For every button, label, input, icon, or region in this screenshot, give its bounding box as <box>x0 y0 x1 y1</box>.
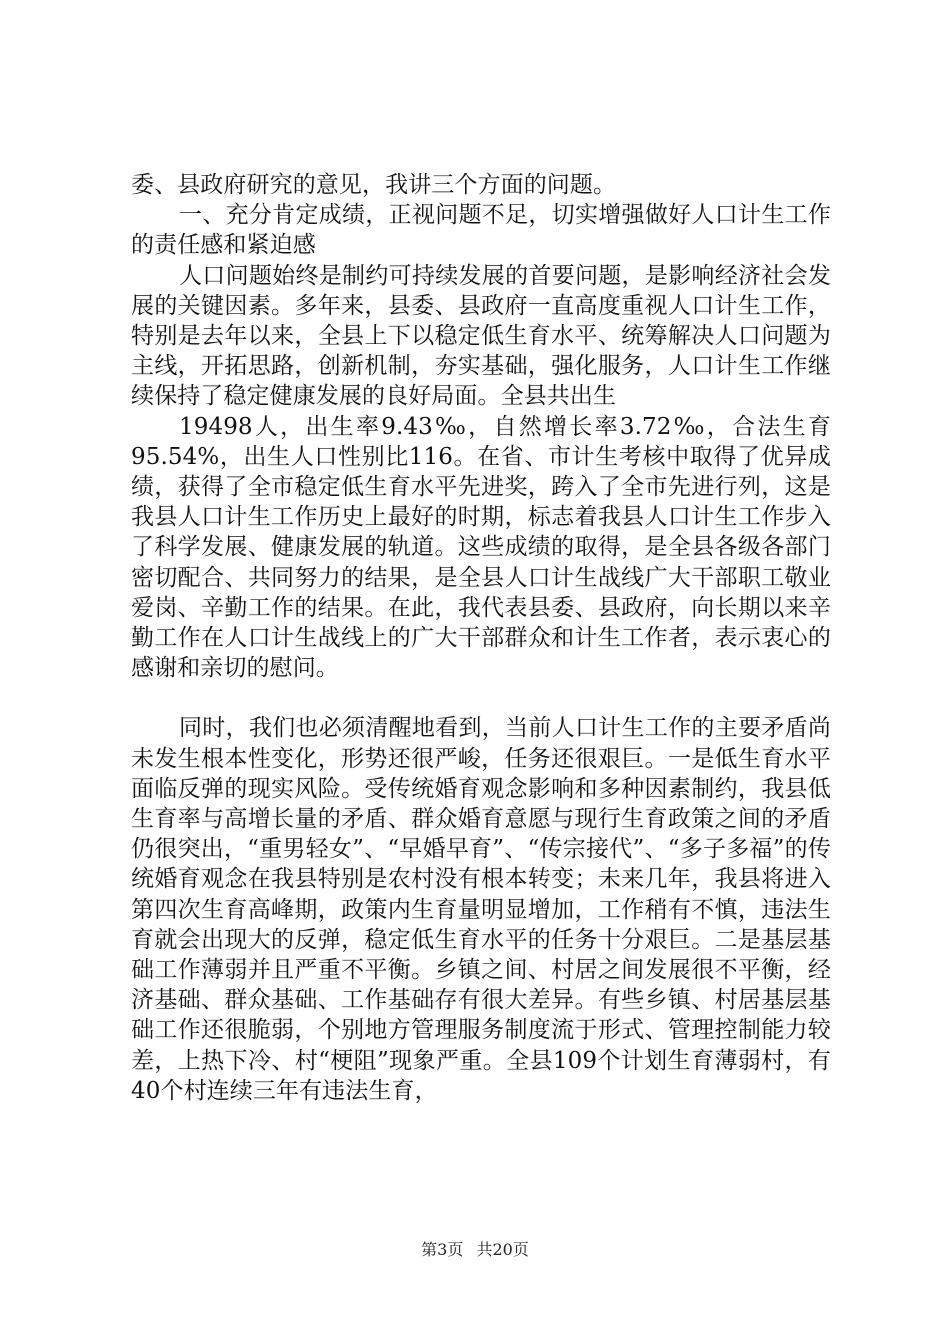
section-heading: 一、充分肯定成绩，正视问题不足，切实增强做好人口计生工作的责任感和紧迫感 <box>131 202 831 259</box>
page-number: 第3页 <box>421 1240 464 1259</box>
page-total: 共20页 <box>476 1240 529 1259</box>
paragraph-4: 同时，我们也必须清醒地看到，当前人口计生工作的主要矛盾尚未发生根本性变化，形势还很严峻，任务还很艰巨。一是低生育水平面临反弹的现实风险。受传统婚育观念影响和多种因素制约，我县低生育率与高增长量的矛盾、群众婚育意愿与现行生育政策之间的矛盾仍很突出，“重男轻女”、“早婚早育”、“传宗接代”、“多子多福”的传统婚育观念在我县特别是农村没有根本转变；未来几年，我县将进入第四次生育高峰期，政策内生育量明显增加，工作稍有不慎，违法生育就会出现大的反弹，稳定低生育水平的任务十分艰巨。二是基层基础工作薄弱并且严重不平衡。乡镇之间、村居之间发展很不平衡，经济基础、群众基础、工作基础存有很大差异。有些乡镇、村居基层基础工作还很脆弱，个别地方管理服务制度流于形式、管理控制能力较差，上热下冷、村“梗阻”现象严重。全县109个计划生育薄弱村，有40个村连续三年有违法生育， <box>131 715 831 1104</box>
paragraph-3: 19498人，出生率9.43‰，自然增长率3.72‰，合法生育95.54%，出生人口性别比116。在省、市计生考核中取得了优异成绩，获得了全市稳定低生育水平先进奖，跨入了全市先进行列，这是我县人口计生工作历史上最好的时期，标志着我县人口计生工作步入了科学发展、健康发展的轨道。这些成绩的取得，是全县各级各部门密切配合、共同努力的结果，是全县人口计生战线广大干部职工敬业爱岗、辛勤工作的结果。在此，我代表县委、县政府，向长期以来辛勤工作在人口计生战线上的广大干部群众和计生工作者，表示衷心的感谢和亲切的慰问。 <box>131 413 831 682</box>
document-body <box>131 170 831 1106</box>
page-footer <box>0 1237 950 1260</box>
paragraph-1: 委、县政府研究的意见，我讲三个方面的问题。 <box>131 172 617 198</box>
paragraph-2: 人口问题始终是制约可持续发展的首要问题，是影响经济社会发展的关键因素。多年来，县委、县政府一直高度重视人口计生工作，特别是去年以来，全县上下以稳定低生育水平、统筹解决人口问题为主线，开拓思路，创新机制，夯实基础，强化服务，人口计生工作继续保持了稳定健康发展的良好局面。全县共出生 <box>131 262 831 410</box>
